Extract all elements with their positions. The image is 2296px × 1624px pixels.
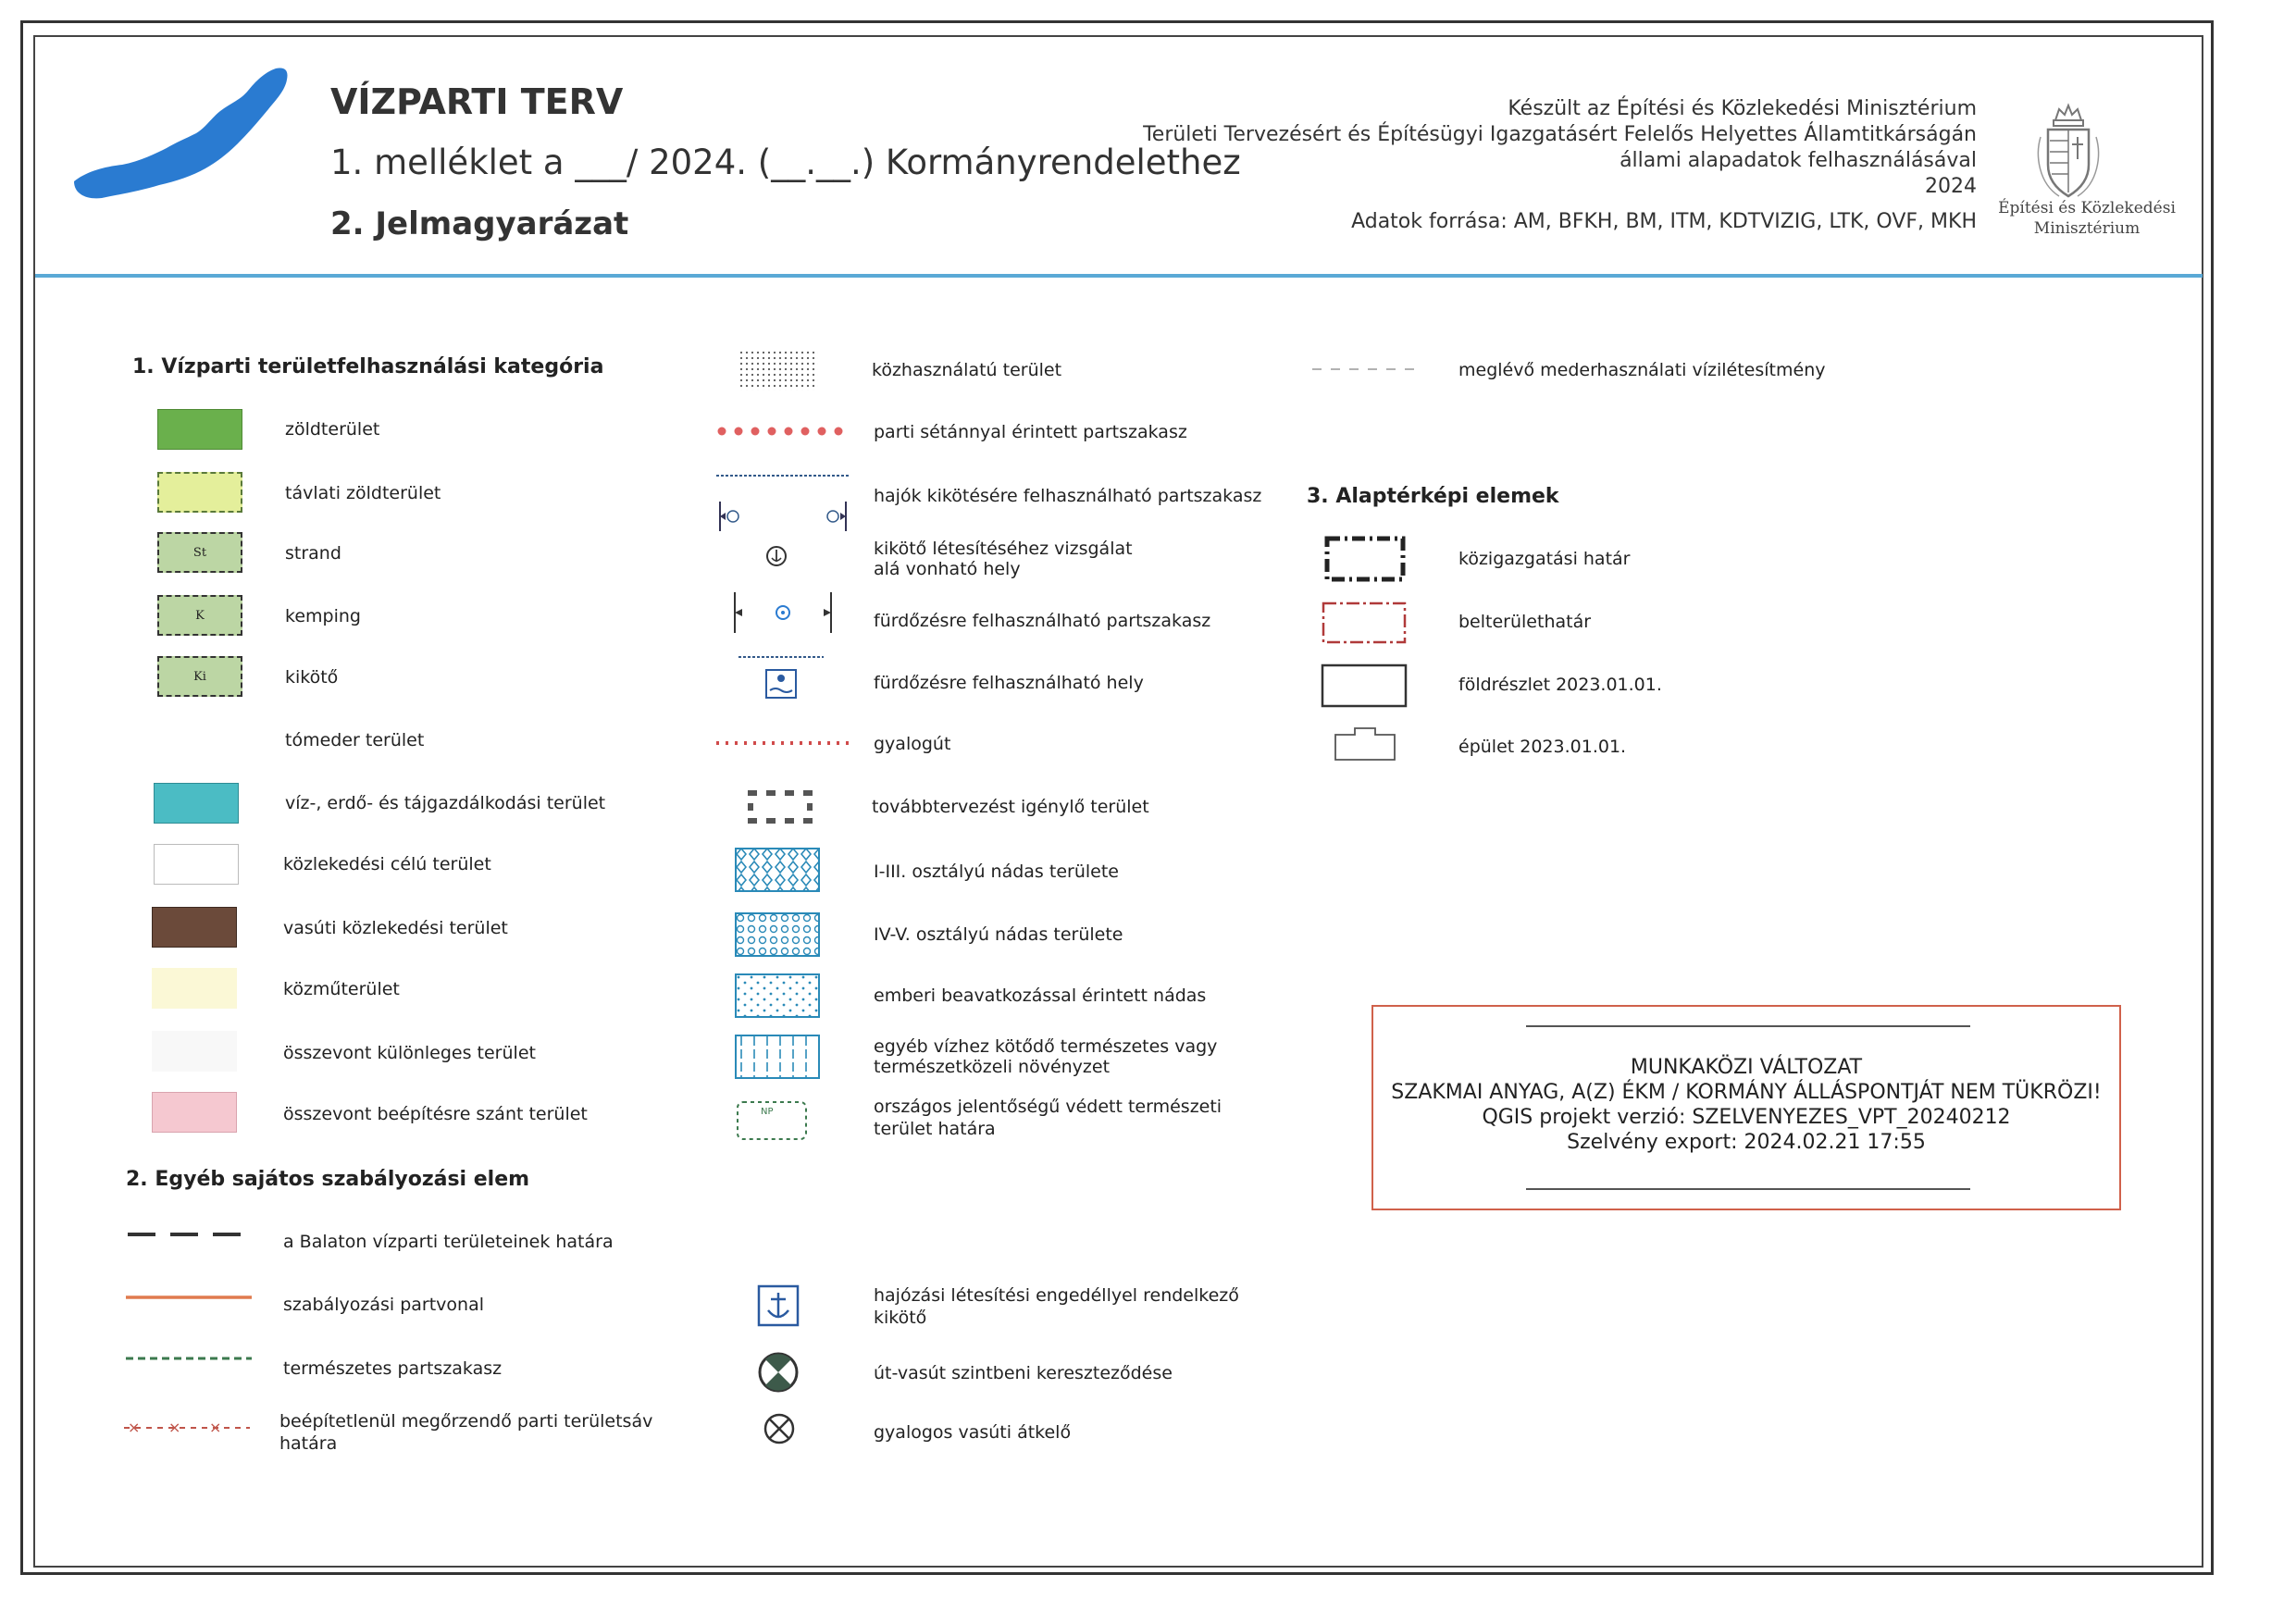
section1-title: 1. Vízparti területfelhasználási kategória — [132, 355, 604, 378]
label-vasuti: vasúti közlekedési terület — [283, 918, 508, 938]
swatch-kozlekedesi — [154, 844, 239, 885]
anchor-circle-icon — [764, 544, 788, 568]
label-kozlekedesi: közlekedési célú terület — [283, 854, 491, 874]
label-emberi-beavatkozas: emberi beavatkozással érintett nádas — [874, 986, 1207, 1006]
hungarian-coat-of-arms-icon — [2031, 100, 2105, 202]
symbol-vedett-termeszeti — [735, 1099, 809, 1142]
label-szabalyozasi-partvonal: szabályozási partvonal — [283, 1295, 484, 1315]
stamp-line: Szelvény export: 2024.02.21 17:55 — [1567, 1131, 1926, 1154]
label-egyeb-noveny: egyéb vízhez kötődő természetes vagy természetközeli növényzet — [874, 1036, 1218, 1077]
symbol-balaton-hatar — [126, 1227, 255, 1242]
label-hajok-kikotese: hajók kikötésére felhasználható partszakasz — [874, 486, 1262, 506]
symbol-hajok-kikotese — [714, 470, 853, 531]
symbol-termeszetes-partszakasz — [124, 1353, 254, 1364]
swatch-vasuti — [152, 907, 237, 948]
swatch-tomeder — [157, 720, 242, 761]
label-mederhasznalati: meglévő mederhasználati vízilétesítmény — [1458, 360, 1826, 380]
code-strand: St — [192, 545, 207, 560]
code-kemping: K — [195, 608, 205, 623]
section2-title: 2. Egyéb sajátos szabályozási elem — [126, 1168, 530, 1191]
label-tomeder: tómeder terület — [285, 730, 425, 750]
plan-subtitle: 1. melléklet a ___/ 2024. (__.__.) Kormányrendelethez — [330, 143, 1241, 182]
label-kikoto-vizsgalat: kikötő létesítéséhez vizsgálat alá vonható hely — [874, 539, 1133, 579]
label-kikoto: kikötő — [285, 667, 339, 688]
stamp-top-rule — [1526, 1025, 1970, 1027]
stamp-line: MUNKAKÖZI VÁLTOZAT — [1630, 1056, 1863, 1079]
label-vedett-termeszeti: országos jelentőségű védett természeti terület határa — [874, 1097, 1222, 1139]
credits-line: állami alapadatok felhasználásával — [1620, 149, 1977, 172]
label-ut-vasut: út-vasút szintbeni kereszteződése — [874, 1363, 1173, 1383]
building-outline-icon — [1333, 725, 1397, 762]
swatch-viz-erdo — [154, 783, 239, 824]
label-epulet: épület 2023.01.01. — [1458, 737, 1627, 757]
label-belterulethatar: belterülethatár — [1458, 612, 1592, 632]
label-beepitetlenul-hatar: beépítetlenül megőrzendő parti területsáv határa — [279, 1411, 653, 1454]
label-nadas-1-3: I-III. osztályú nádas területe — [874, 862, 1119, 882]
label-tovabbtervezes: továbbtervezést igénylő terület — [872, 797, 1149, 817]
label-gyalogos-atkelo: gyalogos vasúti átkelő — [874, 1422, 1072, 1443]
swatch-strand — [157, 532, 242, 573]
symbol-tovabbtervezes — [746, 788, 814, 825]
svg-text:×: × — [128, 1419, 141, 1436]
code-kikoto: Ki — [193, 669, 206, 684]
label-furdozes-partszakasz: fürdőzésre felhasználható partszakasz — [874, 611, 1211, 631]
swatch-tavlati-zoldterulet — [157, 472, 242, 513]
stamp-bottom-rule — [1526, 1188, 1970, 1190]
svg-text:×: × — [168, 1419, 181, 1436]
label-foldreszlet: földrészlet 2023.01.01. — [1458, 675, 1662, 695]
swatch-kemping — [157, 595, 242, 636]
symbol-parti-setany — [714, 424, 853, 439]
label-zoldterulet: zöldterület — [285, 419, 380, 440]
symbol-belterulethatar — [1320, 600, 1409, 646]
symbol-nadas-4-5 — [735, 912, 820, 957]
swatch-kikoto — [157, 656, 242, 697]
road-rail-crossing-icon — [757, 1351, 800, 1394]
label-beepitesre: összevont beépítésre szánt terület — [283, 1104, 588, 1124]
stamp-line: QGIS projekt verzió: SZELVENYEZES_VPT_20240212 — [1482, 1106, 2011, 1129]
credits-line: 2024 — [1925, 175, 1977, 198]
credits-line: Területi Tervezésért és Építésügyi Igazgatásért Felelős Helyettes Államtitkárságán — [1143, 123, 1977, 146]
section3-title: 3. Alaptérképi elemek — [1307, 485, 1559, 508]
pedestrian-rail-crossing-icon — [763, 1412, 796, 1445]
ministry-name — [1985, 198, 2189, 239]
swatch-kozmu — [152, 968, 237, 1009]
label-hajozasi-kikoto: hajózási létesítési engedéllyel rendelkező kikötő — [874, 1285, 1239, 1328]
swatch-beepitesre — [152, 1092, 237, 1133]
label-kozhasznalatu: közhasználatú terület — [872, 360, 1062, 380]
symbol-nadas-1-3 — [735, 848, 820, 892]
ministry-line: Építési és Közlekedési — [1998, 199, 2176, 217]
swatch-zoldterulet — [157, 409, 242, 450]
label-gyalogut: gyalogút — [874, 734, 951, 754]
symbol-gyalogut — [714, 737, 853, 750]
label-termeszetes-partszakasz: természetes partszakasz — [283, 1358, 503, 1379]
label-tavlati-zoldterulet: távlati zöldterület — [285, 483, 441, 503]
symbol-furdozes-partszakasz — [731, 590, 835, 635]
label-kulonleges: összevont különleges terület — [283, 1043, 536, 1063]
label-parti-setany: parti sétánnyal érintett partszakasz — [874, 422, 1187, 442]
stamp-text — [1373, 1055, 2119, 1155]
label-kozigazgatasi-hatar: közigazgatási határ — [1458, 549, 1631, 569]
swatch-kulonleges — [152, 1031, 237, 1072]
label-viz-erdo: víz-, erdő- és tájgazdálkodási terület — [285, 793, 606, 813]
symbol-kozhasznalatu — [738, 350, 818, 391]
working-version-stamp — [1371, 1005, 2121, 1210]
svg-text:×: × — [209, 1419, 222, 1436]
data-source: Adatok forrása: AM, BFKH, BM, ITM, KDTVIZIG, LTK, OVF, MKH — [1351, 210, 1977, 233]
symbol-furdozes-hely — [737, 653, 825, 700]
header-divider — [35, 274, 2203, 278]
label-kemping: kemping — [285, 606, 361, 626]
label-balaton-hatar: a Balaton vízparti területeinek határa — [283, 1232, 614, 1252]
anchor-icon — [757, 1284, 800, 1327]
label-strand: strand — [285, 543, 341, 564]
legend-title: 2. Jelmagyarázat — [330, 205, 629, 242]
symbol-beepitetlenul-hatar — [122, 1419, 252, 1436]
credits-block — [1143, 96, 1977, 235]
symbol-kozigazgatasi-hatar — [1323, 535, 1407, 583]
plan-title: VÍZPARTI TERV — [330, 81, 624, 122]
symbol-egyeb-noveny — [735, 1035, 820, 1079]
label-nadas-4-5: IV-V. osztályú nádas területe — [874, 924, 1123, 945]
symbol-foldreszlet — [1320, 663, 1409, 709]
svg-text:NP: NP — [761, 1107, 774, 1117]
label-furdozes-hely: fürdőzésre felhasználható hely — [874, 673, 1144, 693]
balaton-lake-logo — [67, 63, 326, 202]
label-kozmu: közműterület — [283, 979, 400, 999]
stamp-line: SZAKMAI ANYAG, A(Z) ÉKM / KORMÁNY ÁLLÁSPONTJÁT NEM TÜKRÖZI! — [1391, 1081, 2102, 1104]
symbol-mederhasznalati — [1310, 365, 1423, 374]
ministry-line: Minisztérium — [2033, 219, 2141, 238]
symbol-szabalyozasi-partvonal — [124, 1292, 254, 1303]
symbol-emberi-beavatkozas — [735, 973, 820, 1018]
credits-line: Készült az Építési és Közlekedési Minisztérium — [1508, 97, 1977, 120]
